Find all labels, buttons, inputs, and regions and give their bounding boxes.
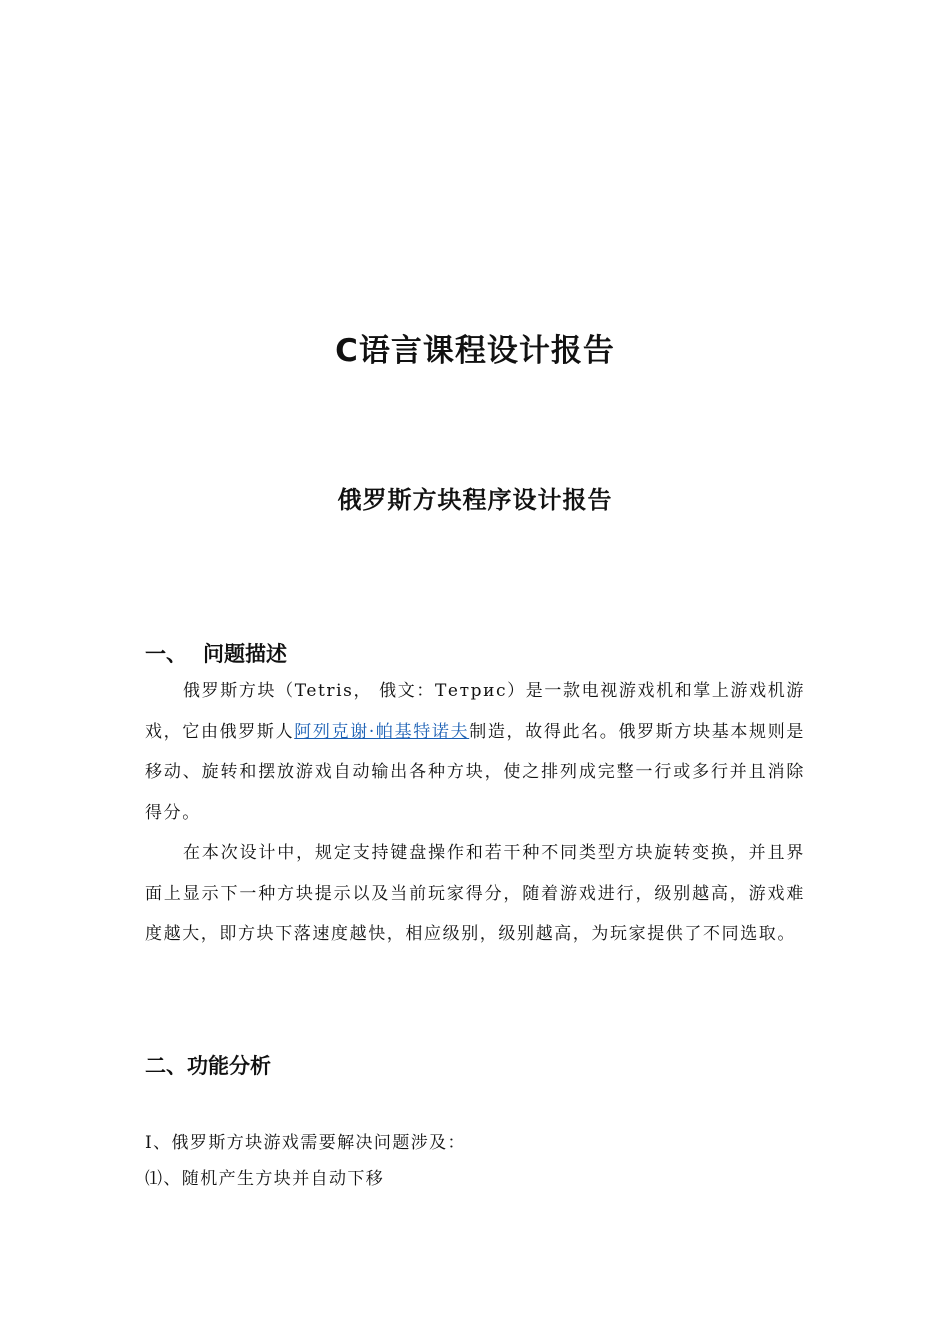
section-heading-function-analysis: 二、功能分析 bbox=[145, 1054, 271, 1078]
section-heading-problem-description bbox=[145, 638, 287, 668]
paragraph-text: 俄罗斯方块（Tetris， 俄文：Тетрис）是一款电视游戏机和掌上游戏机游戏，它由俄罗斯人 bbox=[145, 681, 805, 742]
inventor-link[interactable]: 阿列克谢·帕基特诺夫 bbox=[294, 721, 470, 742]
list-item: ⑴、随机产生方块并自动下移 bbox=[145, 1169, 385, 1189]
section-number: 一、 bbox=[145, 642, 187, 666]
document-title: C语言课程设计报告 bbox=[335, 333, 615, 369]
paragraph-tetris-intro bbox=[145, 671, 805, 833]
paragraph-text: 制造，故得此名。俄罗斯方块基本规则是移动、旋转和摆放游戏自动输出各种方块，使之排列成完整一行或多行并且消除得分。 bbox=[145, 721, 805, 823]
paragraph-design-requirements: 在本次设计中，规定支持键盘操作和若干种不同类型方块旋转变换，并且界面上显示下一种方块提示以及当前玩家得分，随着游戏进行，级别越高，游戏难度越大，即方块下落速度越快，相应级别，级别越高，为玩家提供了不同选取。 bbox=[145, 843, 805, 944]
list-intro: Ⅰ、俄罗斯方块游戏需要解决问题涉及： bbox=[145, 1133, 466, 1153]
document-subtitle: 俄罗斯方块程序设计报告 bbox=[337, 486, 613, 514]
section-heading-text: 问题描述 bbox=[203, 642, 287, 666]
